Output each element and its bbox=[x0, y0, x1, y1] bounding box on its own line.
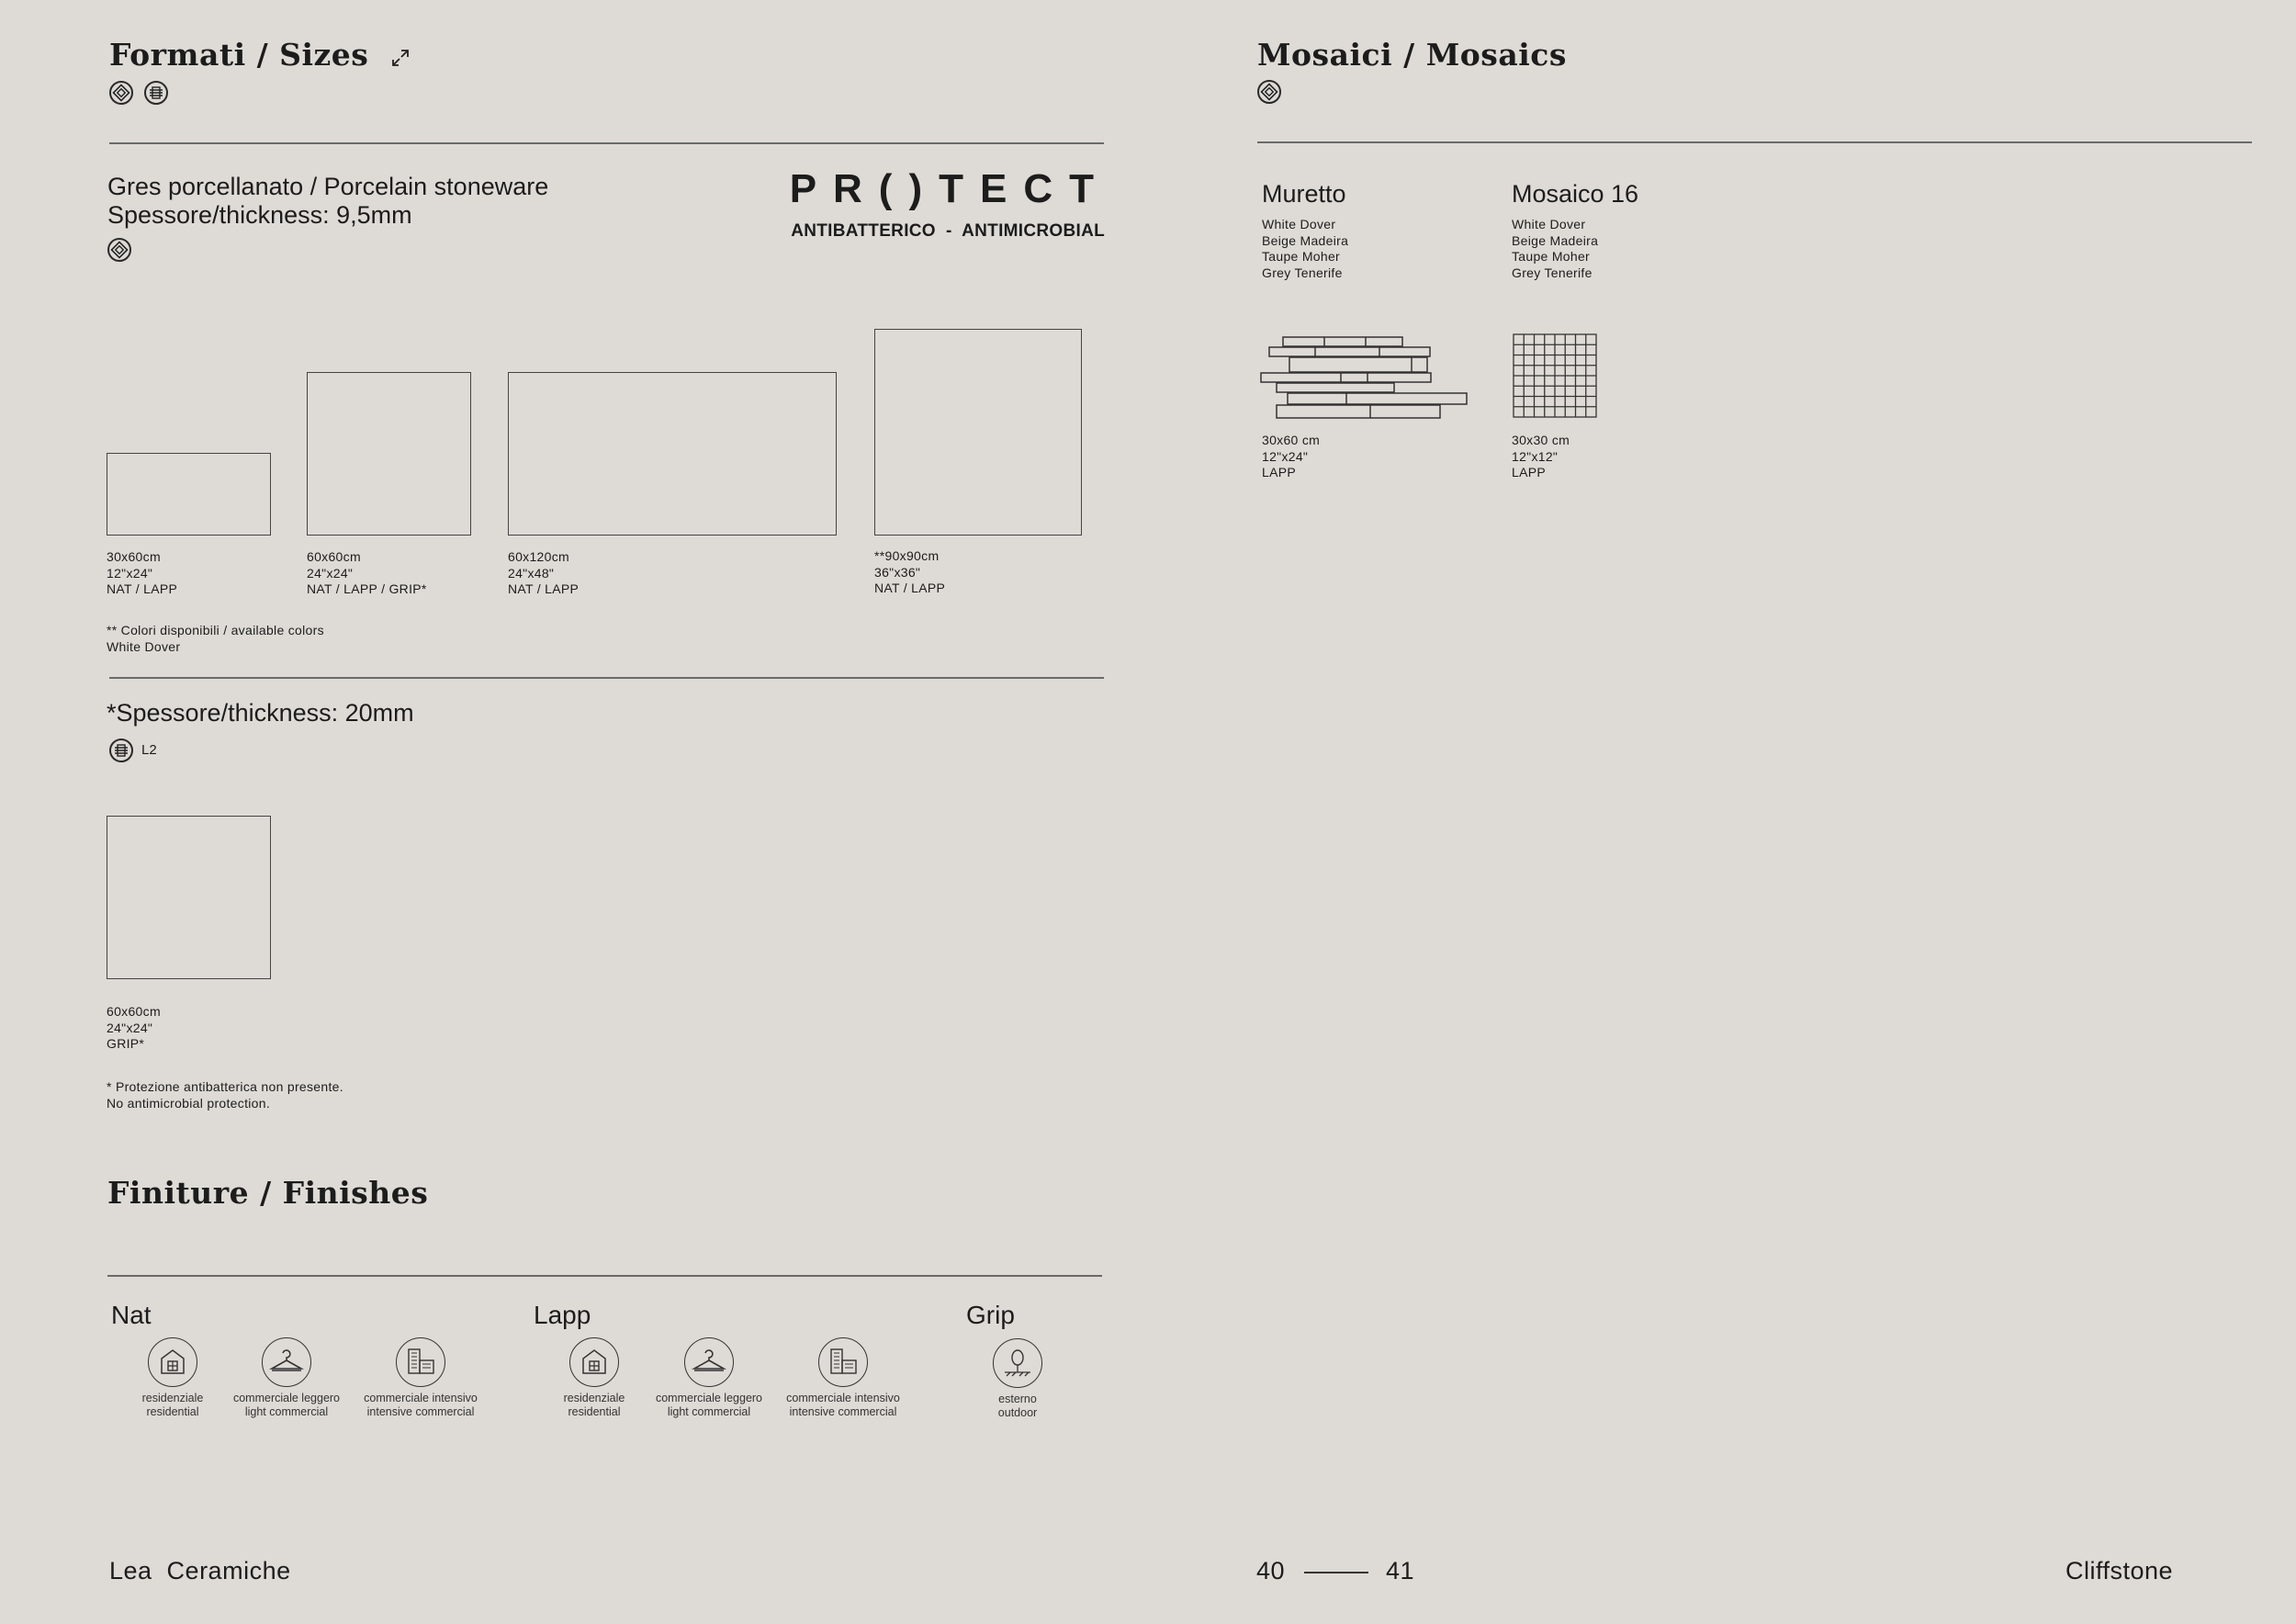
protect-logo bbox=[774, 166, 1110, 242]
use-light-commercial-lapp: commerciale leggero light commercial bbox=[636, 1337, 782, 1419]
page-title-mosaics: Mosaici / Mosaics bbox=[1257, 37, 1567, 73]
colors-note: ** Colori disponibili / available colors White Dover bbox=[107, 623, 324, 654]
mosaic-name-mosaico16: Mosaico 16 bbox=[1512, 180, 1639, 208]
thickness-line: Spessore/thickness: 9,5mm bbox=[107, 201, 412, 229]
tile-label-90x90: **90x90cm 36"x36" NAT / LAPP bbox=[874, 548, 946, 595]
tile-60x60-20mm bbox=[107, 816, 271, 979]
use-light-commercial-nat: commerciale leggero light commercial bbox=[213, 1337, 360, 1419]
thick-porcelain-badge-icon bbox=[109, 739, 133, 762]
page-number-right: 41 bbox=[1386, 1557, 1415, 1585]
tree-icon bbox=[993, 1338, 1042, 1388]
mosaic-name-muretto: Muretto bbox=[1262, 180, 1346, 208]
mosaic-size-mosaico16: 30x30 cm 12"x12" LAPP bbox=[1512, 433, 1570, 479]
footer-brand: Lea Ceramiche bbox=[109, 1557, 291, 1585]
thickness-20mm-title: *Spessore/thickness: 20mm bbox=[107, 699, 414, 727]
building-icon bbox=[396, 1337, 445, 1387]
page-number-left: 40 bbox=[1256, 1557, 1286, 1585]
mosaic-colors-muretto: White Dover Beige Madeira Taupe Moher Grey Tenerife bbox=[1262, 217, 1349, 280]
finish-nat: Nat bbox=[111, 1301, 152, 1329]
protect-tagline: ANTIBATTERICO - ANTIMICROBIAL bbox=[791, 221, 1105, 241]
finish-grip: Grip bbox=[966, 1301, 1015, 1329]
muretto-pattern-icon bbox=[1260, 336, 1469, 419]
tile-90x90 bbox=[874, 329, 1082, 536]
use-intensive-commercial-lapp: commerciale intensivo intensive commercial bbox=[770, 1337, 917, 1419]
glazed-porcelain-badge-icon bbox=[107, 238, 131, 262]
tile-label-60x120: 60x120cm 24"x48" NAT / LAPP bbox=[508, 549, 580, 596]
page-title-sizes: Formati / Sizes bbox=[109, 37, 411, 75]
page-number-separator bbox=[1304, 1572, 1368, 1573]
hanger-icon bbox=[262, 1337, 311, 1387]
footer-collection: Cliffstone bbox=[2065, 1557, 2174, 1585]
tile-label-30x60: 30x60cm 12"x24" NAT / LAPP bbox=[107, 549, 178, 596]
material-line: Gres porcellanato / Porcelain stoneware bbox=[107, 173, 549, 200]
mosaic-colors-mosaico16: White Dover Beige Madeira Taupe Moher Grey Tenerife bbox=[1512, 217, 1599, 280]
antimicrobial-note: * Protezione antibatterica non presente. No antimicrobial protection. bbox=[107, 1079, 343, 1111]
finish-lapp: Lapp bbox=[534, 1301, 591, 1329]
use-residential-nat: residenziale residential bbox=[99, 1337, 246, 1419]
resize-icon bbox=[390, 39, 411, 75]
hanger-icon bbox=[684, 1337, 734, 1387]
mosaic-size-muretto: 30x60 cm 12"x24" LAPP bbox=[1262, 433, 1321, 479]
mosaico16-grid-icon bbox=[1513, 333, 1597, 418]
house-icon bbox=[148, 1337, 197, 1387]
divider-top-left bbox=[109, 142, 1104, 144]
glazed-porcelain-badge-icon bbox=[1257, 80, 1281, 104]
use-intensive-commercial-nat: commerciale intensivo intensive commercial bbox=[347, 1337, 494, 1419]
tile-60x120 bbox=[508, 372, 837, 536]
use-residential-lapp: residenziale residential bbox=[521, 1337, 668, 1419]
divider-finishes bbox=[107, 1275, 1102, 1277]
finishes-title: Finiture / Finishes bbox=[107, 1175, 429, 1211]
tile-label-60x60-20mm: 60x60cm 24"x24" GRIP* bbox=[107, 1004, 161, 1051]
divider-top-right bbox=[1257, 141, 2252, 143]
house-icon bbox=[569, 1337, 619, 1387]
glazed-porcelain-badge-icon bbox=[109, 81, 133, 105]
use-outdoor-grip: esterno outdoor bbox=[944, 1338, 1091, 1420]
tile-label-60x60: 60x60cm 24"x24" NAT / LAPP / GRIP* bbox=[307, 549, 427, 596]
building-icon bbox=[818, 1337, 868, 1387]
material-intro bbox=[107, 173, 548, 230]
tile-30x60 bbox=[107, 453, 271, 536]
l2-label: L2 bbox=[141, 742, 157, 758]
tile-60x60 bbox=[307, 372, 471, 536]
divider-middle-left bbox=[109, 677, 1104, 679]
protect-logo-wordmark: PR()TECT bbox=[789, 166, 1110, 211]
thick-porcelain-badge-icon bbox=[144, 81, 168, 105]
